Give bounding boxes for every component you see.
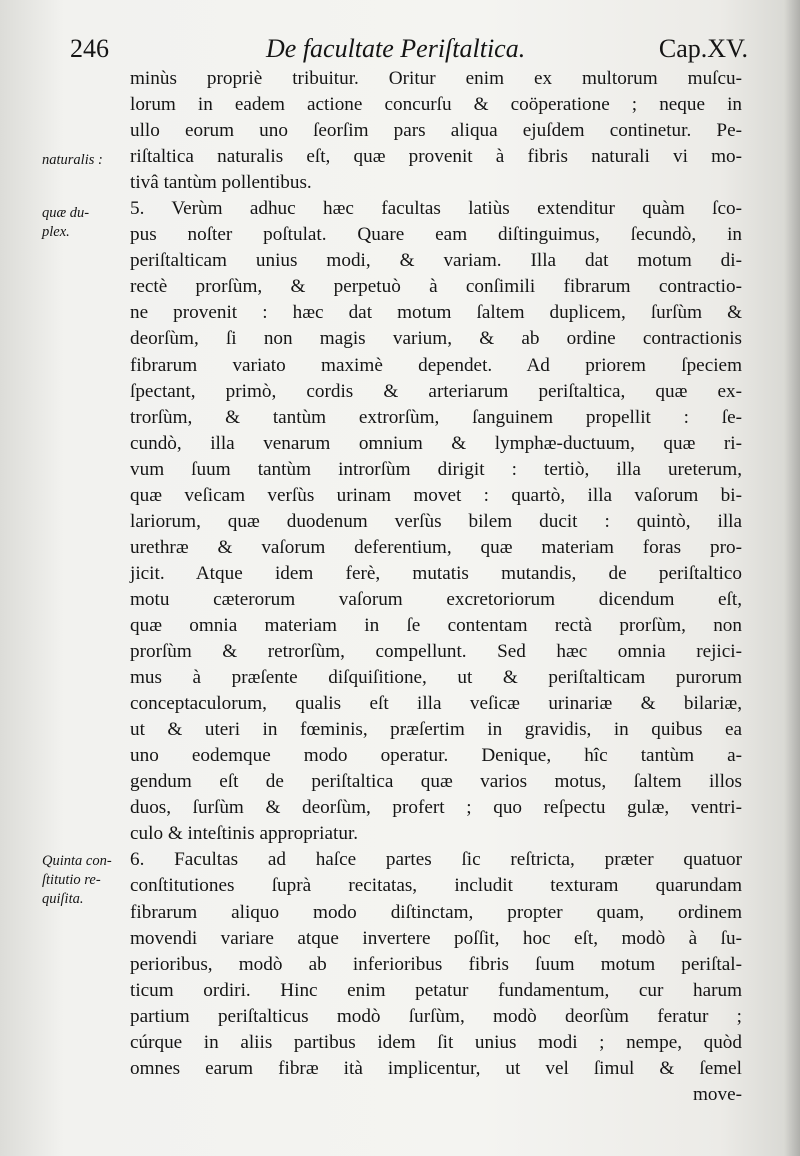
- margin-note-line: ſtitutio re-: [42, 872, 101, 888]
- text-line: deorſùm, ſi non magis varium, & ab ordine contractionis: [130, 328, 742, 350]
- margin-note-naturalis: [42, 151, 128, 170]
- text-line: lorum in eadem actione concurſu & coöperatione ; neque in: [130, 94, 742, 116]
- text-line: perioribus, modò ab inferioribus fibris ſuum motum periſtal-: [130, 953, 742, 975]
- text-line: ne provenit : hæc dat motum ſaltem duplicem, ſurſùm &: [130, 302, 742, 324]
- text-line: movendi variare atque invertere poſſit, hoc eſt, modò à ſu-: [130, 927, 742, 949]
- text-line: urethræ & vaſorum deferentium, quæ materiam foras pro-: [130, 536, 742, 558]
- margin-note-line: quæ du-: [42, 205, 90, 221]
- body-text: [130, 66, 742, 1108]
- text-line: prorſùm & retrorſùm, compellunt. Sed hæc omnia rejici-: [130, 641, 742, 663]
- text-line: mus à præſente diſquiſitione, ut & periſtalticam purorum: [130, 667, 742, 689]
- text-line: ticum ordiri. Hinc enim petatur fundamentum, cur harum: [130, 979, 742, 1001]
- text-line: 5. Verùm adhuc hæc facultas latiùs extenditur quàm ſco-: [130, 198, 742, 220]
- text-line: duos, ſurſùm & deorſùm, profert ; quo reſpectu gulæ, ventri-: [130, 797, 742, 819]
- text-line: culo & inteſtinis appropriatur.: [130, 823, 359, 845]
- margin-note-line: plex.: [42, 224, 70, 240]
- margin-note-quinta-constitutio: [42, 852, 128, 909]
- text-line: quæ omnia materiam in ſe contentam rectà prorſùm, non: [130, 614, 742, 636]
- text-line: conceptaculorum, qualis eſt illa veſicæ urinariæ & bilariæ,: [130, 693, 742, 715]
- text-line: fibrarum variato maximè dependet. Ad priorem ſpeciem: [130, 354, 742, 376]
- page-number: 246: [70, 34, 109, 63]
- text-line: rectè prorſùm, & perpetuò à conſimili fibrarum contractio-: [130, 276, 742, 298]
- text-line: cundò, illa venarum omnium & lymphæ-ductuum, quæ ri-: [130, 432, 742, 454]
- running-title: De facultate Periſtaltica.: [266, 34, 526, 63]
- text-line: minùs propriè tribuitur. Oritur enim ex multorum muſcu-: [130, 68, 742, 89]
- page-edge-shadow: [784, 0, 800, 1156]
- text-line: jicit. Atque idem ferè, mutatis mutandis, de periſtaltico: [130, 562, 742, 584]
- text-line: periſtalticam unius modi, & variam. Illa dat motum di-: [130, 250, 742, 272]
- text-line: riſtaltica naturalis eſt, quæ provenit à fibris naturali vi mo-: [130, 146, 742, 168]
- text-line: move-: [692, 1083, 742, 1105]
- text-line: tivâ tantùm pollentibus.: [130, 172, 312, 194]
- text-line: gendum eſt de periſtaltica quæ varios motus, ſaltem illos: [130, 771, 742, 793]
- text-line: ſpectant, primò, cordis & arteriarum periſtaltica, quæ ex-: [130, 380, 742, 402]
- text-line: vum ſuum tantùm introrſùm dirigit : tertiò, illa ureterum,: [130, 458, 742, 480]
- text-line: lariorum, quæ duodenum verſùs bilem ducit : quintò, illa: [130, 510, 742, 532]
- text-line: conſtitutiones ſuprà recitatas, includit texturam quarundam: [130, 875, 742, 897]
- margin-note-line: Quinta con-: [42, 853, 112, 869]
- text-line: fibrarum aliquo modo diſtinctam, propter quam, ordinem: [130, 901, 742, 923]
- text-line: quæ veſicam verſùs urinam movet : quartò, illa vaſorum bi-: [130, 484, 742, 506]
- text-line: cúrque in aliis partibus idem ſit unius modi ; nempe, quòd: [130, 1031, 742, 1053]
- margin-note-quae-duplex: [42, 204, 128, 242]
- text-line: ut & uteri in fœminis, præſertim in gravidis, in quibus ea: [130, 719, 742, 741]
- text-line: partium periſtalticus modò ſurſùm, modò deorſùm feratur ;: [130, 1005, 742, 1027]
- text-line: uno eodemque modo operatur. Denique, hîc tantùm a-: [130, 745, 742, 767]
- text-line: motu cæterorum vaſorum excretoriorum dicendum eſt,: [130, 588, 742, 610]
- chapter-label: Cap.XV.: [658, 34, 748, 63]
- text-line: 6. Facultas ad haſce partes ſic reſtricta, præter quatuor: [130, 849, 742, 871]
- margin-note-line: quiſita.: [42, 891, 84, 907]
- text-line: trorſùm, & tantùm extrorſùm, ſanguinem propellit : ſe-: [130, 406, 742, 428]
- text-line: pus noſter poſtulat. Quare eam diſtinguimus, ſecundò, in: [130, 224, 742, 246]
- text-line: omnes earum fibræ ità implicentur, ut vel ſimul & ſemel: [130, 1057, 742, 1079]
- margin-note-line: naturalis :: [42, 152, 103, 168]
- text-line: ullo eorum uno ſeorſim pars aliqua ejuſdem continetur. Pe-: [130, 120, 742, 142]
